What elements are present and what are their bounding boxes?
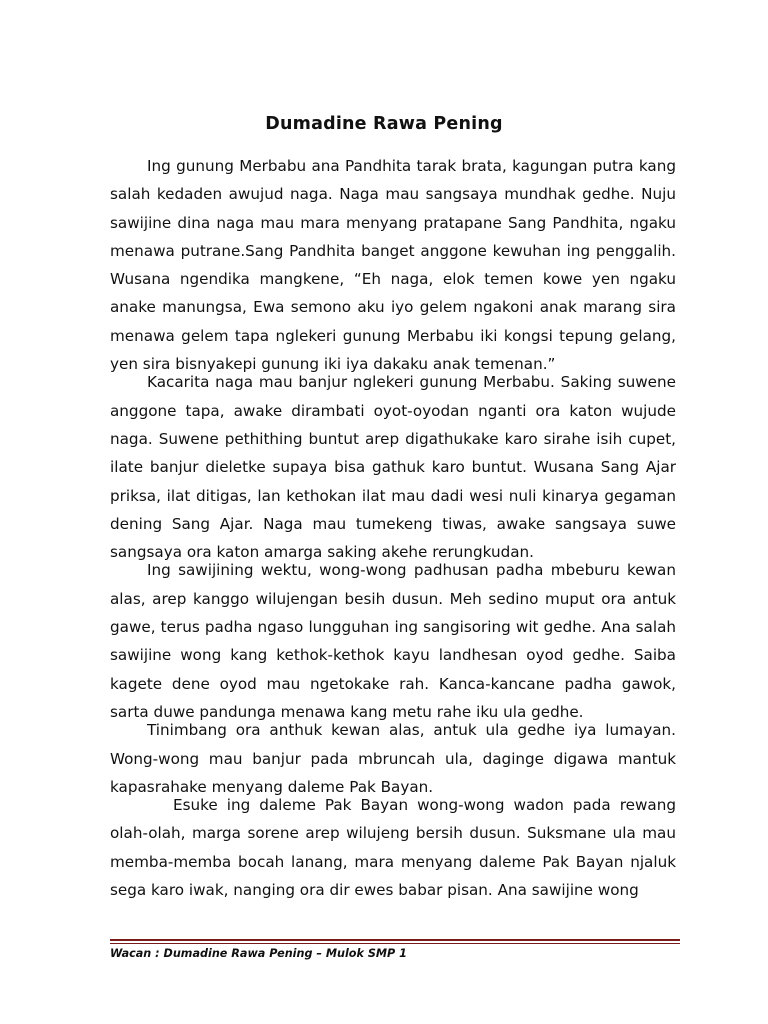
paragraph-1: Ing gunung Merbabu ana Pandhita tarak brata, kagungan putra kang salah kedaden awujud naga. Naga mau sangsaya mundhak gedhe. Nuju sawijine dina naga mau mara menyang pratapane Sang Pandhita, ngaku menawa putrane.Sang Pandhita banget anggone kewuhan ing penggalih. Wusana ngendika mangkene, “Eh naga, elok temen kowe yen ngaku anake manungsa, Ewa semono aku iyo gelem ngakoni anak marang sira menawa gelem tapa nglekeri gunung Merbabu iki kongsi tepung gelang, yen sira bisnyakepi gunung iki iya dakaku anak temenan.” (110, 157, 676, 374)
paragraph-3: Ing sawijining wektu, wong-wong padhusan padha mbeburu kewan alas, arep kanggo wilujengan besih dusun. Meh sedino muput ora antuk gawe, terus padha ngaso lungguhan ing sangisoring wit gedhe. Ana salah sawijine wong kang kethok-kethok kayu landhesan oyod gedhe. Saiba kagete dene oyod mau ngetokake rah. Kanca-kancane padha gawok, sarta duwe pandunga menawa kang metu rahe iku ula gedhe. (110, 561, 676, 721)
footer-caption: Wacan : Dumadine Rawa Pening – Mulok SMP 1 (110, 947, 407, 960)
footer-rule-thick (110, 939, 680, 941)
document-title: Dumadine Rawa Pening (265, 114, 503, 134)
paragraph-4: Tinimbang ora anthuk kewan alas, antuk ula gedhe iya lumayan. Wong-wong mau banjur pada mbruncah ula, daginge digawa mantuk kapasrahake menyang daleme Pak Bayan. (110, 721, 676, 796)
document-body (110, 152, 676, 904)
footer-rule-thin (110, 943, 680, 944)
paragraph-5: Esuke ing daleme Pak Bayan wong-wong wadon pada rewang olah-olah, marga sorene arep wilujeng bersih dusun. Suksmane ula mau memba-memba bocah lanang, mara menyang daleme Pak Bayan njaluk sega karo iwak, nanging ora dir ewes babar pisan. Ana sawijine wong (110, 796, 676, 900)
paragraph-2: Kacarita naga mau banjur nglekeri gunung Merbabu. Saking suwene anggone tapa, awake dirambati oyot-oyodan nganti ora katon wujude naga. Suwene pethithing buntut arep digathukake karo sirahe isih cupet, ilate banjur dieletke supaya bisa gathuk karo buntut. Wusana Sang Ajar priksa, ilat ditigas, lan kethokan ilat mau dadi wesi nuli kinarya gegaman dening Sang Ajar. Naga mau tumekeng tiwas, awake sangsaya suwe sangsaya ora katon amarga saking akehe rerungkudan. (110, 373, 676, 562)
